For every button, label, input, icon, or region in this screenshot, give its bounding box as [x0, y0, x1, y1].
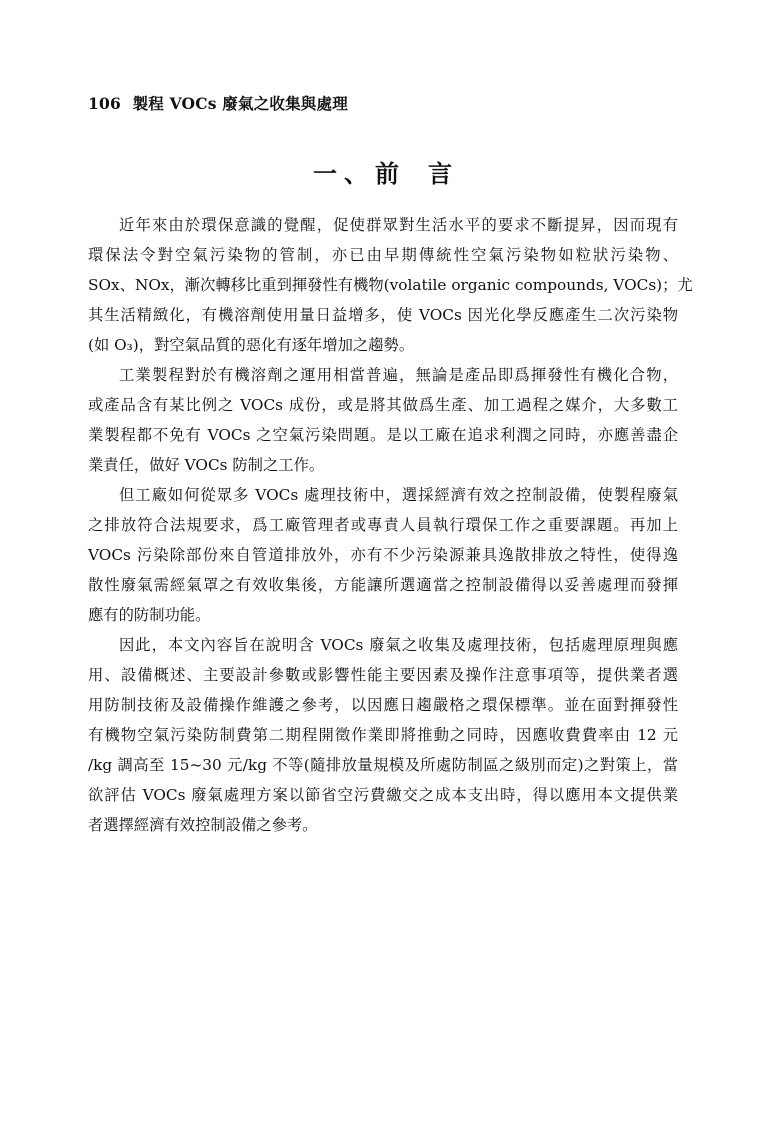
body-text [88, 210, 693, 840]
paragraph-1 [88, 210, 693, 360]
paragraph-line: 或產品含有某比例之 VOCs 成份，或是將其做爲生產、加工過程之媒介，大多數工 [88, 396, 678, 414]
header-title: 製程 VOCs 廢氣之收集與處理 [132, 94, 348, 113]
paragraph-line: 業製程都不免有 VOCs 之空氣污染問題。是以工廠在追求利潤之同時，亦應善盡企 [88, 426, 678, 444]
section-title-end: 言 [428, 159, 459, 188]
page-number: 106 [88, 94, 121, 113]
paragraph-line: (如 O₃)，對空氣品質的惡化有逐年增加之趨勢。 [88, 336, 415, 354]
paragraph-line: 因此，本文內容旨在說明含 VOCs 廢氣之收集及處理技術，包括處理原理與應 [119, 636, 678, 654]
paragraph-line: 業責任，做好 VOCs 防制之工作。 [88, 456, 325, 474]
paragraph-line: VOCs 污染除部份來自管道排放外，亦有不少污染源兼具逸散排放之特性，使得逸 [88, 546, 678, 564]
paragraph-line: 但工廠如何從眾多 VOCs 處理技術中，選採經濟有效之控制設備，使製程廢氣 [119, 486, 678, 504]
paragraph-2 [88, 360, 678, 480]
paragraph-line: 工業製程對於有機溶劑之運用相當普遍，無論是產品即爲揮發性有機化合物， [119, 366, 678, 384]
running-header [88, 92, 348, 114]
paragraph-line: 之排放符合法規要求，爲工廠管理者或專責人員執行環保工作之重要課題。再加上 [88, 516, 678, 534]
paragraph-line: 用、設備概述、主要設計參數或影響性能主要因素及操作注意事項等，提供業者選 [88, 666, 678, 684]
paragraph-line: 用防制技術及設備操作維護之參考，以因應日趨嚴格之環保標準。並在面對揮發性 [88, 696, 678, 714]
paragraph-line: 其生活精緻化，有機溶劑使用量日益增多，使 VOCs 因光化學反應產生二次污染物 [88, 306, 678, 324]
paragraph-line: /kg 調高至 15~30 元/kg 不等(隨排放量規模及所處防制區之級別而定)之對策上，當 [88, 756, 678, 774]
paragraph-line: 近年來由於環保意識的覺醒，促使群眾對生活水平的要求不斷提昇，因而現有 [119, 216, 678, 234]
section-title-number: 一、前 [313, 159, 406, 188]
paragraph-line: SOx、NOx，漸次轉移比重到揮發性有機物(volatile organic compounds, VOCs)；尤 [88, 276, 693, 294]
paragraph-line: 欲評估 VOCs 廢氣處理方案以節省空污費繳交之成本支出時，得以應用本文提供業 [88, 786, 678, 804]
paragraph-line: 有機物空氣污染防制費第二期程開徵作業即將推動之同時，因應收費費率由 12 元 [88, 726, 678, 744]
paragraph-line: 者選擇經濟有效控制設備之參考。 [88, 816, 318, 834]
paragraph-3 [88, 480, 678, 630]
paragraph-line: 散性廢氣需經氣罩之有效收集後，方能讓所選適當之控制設備得以妥善處理而發揮 [88, 576, 678, 594]
paragraph-4 [88, 630, 678, 840]
paragraph-line: 應有的防制功能。 [88, 606, 211, 624]
paragraph-line: 環保法令對空氣污染物的管制，亦已由早期傳統性空氣污染物如粒狀污染物、 [88, 246, 678, 264]
section-title [0, 154, 772, 189]
